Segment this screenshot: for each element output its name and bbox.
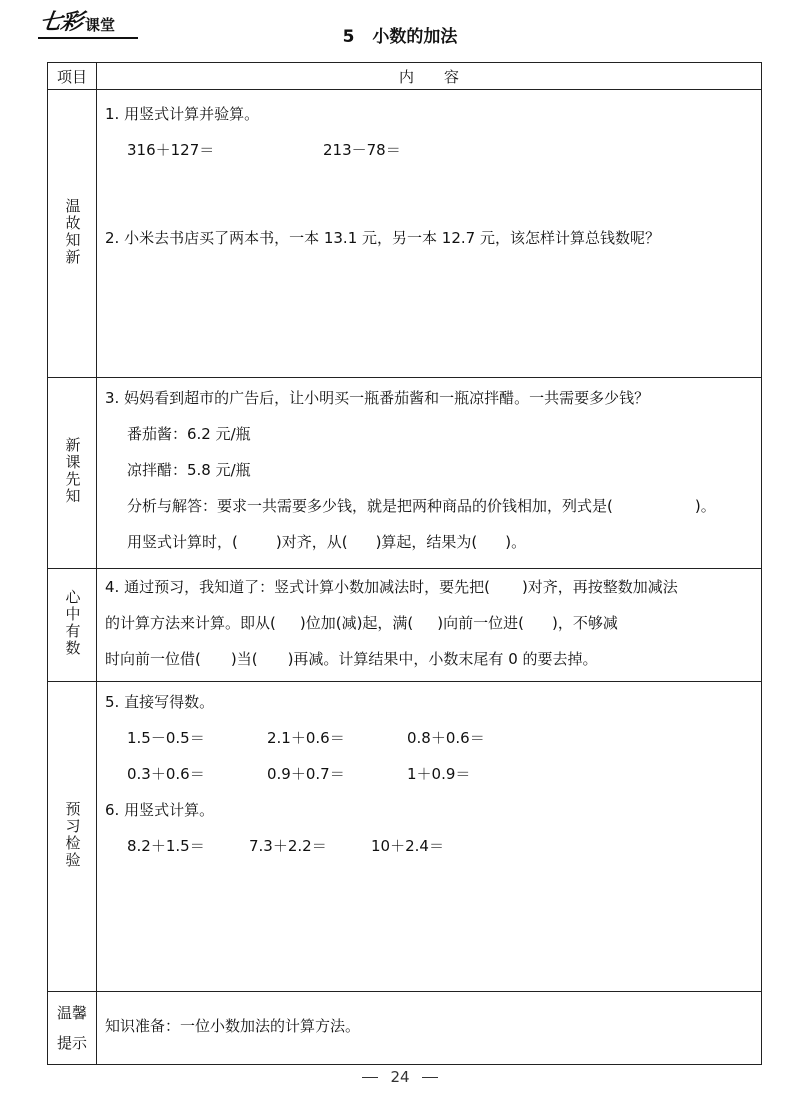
section-new-content [97,378,762,569]
section-review-label: 温故知新 [63,197,82,266]
q5-title: 5. 直接写得数。 [105,693,215,711]
q5-item: 0.3＋0.6＝ [127,765,205,783]
vertical-calc-line [105,524,753,560]
footer-dash-left [362,1077,378,1078]
analysis-end: )。 [694,497,716,515]
header-item-cell [48,63,97,90]
worksheet-table [47,62,762,1065]
q3-text: 3. 妈妈看到超市的广告后，让小明买一瓶番茄酱和一瓶凉拌醋。一共需要多少钱？ [105,389,650,407]
lesson-title: 小数的加法 [372,27,458,47]
q5-item: 0.9＋0.7＝ [267,765,345,783]
lesson-number: 5 [342,27,355,47]
section-practice-label-cell [48,682,97,992]
section-key-label: 心中有数 [63,589,82,657]
q1-expr-a: 316＋127＝ [127,141,215,159]
q5-row-1 [105,720,753,756]
section-practice-label: 预习检验 [63,800,82,869]
section-new-label-cell [48,378,97,569]
key-text-3b: )当( [230,650,258,668]
key-text-1b: )对齐，再按整数加减法 [521,578,678,596]
vertical-text-c: )算起，结果为( [375,533,478,551]
key-text-2c: )向前一位进( [437,614,524,632]
key-text-2b: )位加(减)起，满( [299,614,414,632]
section-tips-row [48,992,762,1065]
key-text-3c: )再减。计算结果中，小数末尾有 0 的要去掉。 [287,650,598,668]
q5-item: 1.5－0.5＝ [127,729,205,747]
q1-title: 1. 用竖式计算并验算。 [105,105,260,123]
q5-item: 2.1＋0.6＝ [267,729,345,747]
price-item-1: 番茄酱：6.2 元/瓶 [127,425,251,443]
logo-sub: 课堂 [85,16,116,34]
tips-text: 知识准备：一位小数加法的计算方法。 [105,1017,361,1035]
vertical-text-b: )对齐，从( [275,533,348,551]
q5-item: 0.8＋0.6＝ [407,729,485,747]
q5-row-2 [105,756,753,792]
price-item-2: 凉拌醋：5.8 元/瓶 [127,461,251,479]
header-item-label: 项目 [56,67,87,86]
section-practice-content [97,682,762,992]
section-new-row [48,378,762,569]
q1-expr-b: 213－78＝ [323,141,401,159]
section-key-label-cell [48,569,97,682]
key-text-2a: 的计算方法来计算。即从( [105,614,276,632]
q5-item: 1＋0.9＝ [407,765,471,783]
q6-title: 6. 用竖式计算。 [105,801,215,819]
q2-text: 2. 小米去书店买了两本书，一本 13.1 元，另一本 12.7 元，该怎样计算总钱数呢？ [105,229,660,247]
page-title [0,22,800,47]
tips-label-line-2: 提示 [56,1034,87,1052]
header-content-cell [97,63,762,90]
section-review-label-cell [48,90,97,378]
analysis-text: 分析与解答：要求一共需要多少钱，就是把两种商品的价钱相加，列式是( [127,497,613,515]
section-practice-row [48,682,762,992]
section-review-content [97,90,762,378]
key-line-2 [105,605,753,641]
key-text-2d: )，不够减 [552,614,618,632]
section-tips-label-cell [48,992,97,1065]
section-tips-content [97,992,762,1065]
table-header-row [48,63,762,90]
q6-row [105,828,753,864]
q6-item: 8.2＋1.5＝ [127,837,205,855]
key-text-3a: 时向前一位借( [105,650,201,668]
q6-item: 10＋2.4＝ [371,837,444,855]
key-line-1 [105,569,753,605]
q1-expressions [105,132,753,168]
header-content-label: 内 容 [398,67,459,86]
page-footer [0,1068,800,1086]
q6-item: 7.3＋2.2＝ [249,837,327,855]
vertical-text-a: 用竖式计算时，( [127,533,238,551]
analysis-line [105,488,753,524]
vertical-text-d: )。 [505,533,527,551]
key-text-1a: 4. 通过预习，我知道了：竖式计算小数加减法时，要先把( [105,578,490,596]
key-line-3 [105,641,753,677]
section-key-content [97,569,762,682]
tips-label-line-1: 温馨 [56,1004,87,1022]
logo-brand: 七彩 [37,9,84,35]
section-key-row [48,569,762,682]
section-new-label: 新课先知 [63,437,82,505]
footer-dash-right [422,1077,438,1078]
section-review-row [48,90,762,378]
page-number: 24 [390,1068,410,1086]
